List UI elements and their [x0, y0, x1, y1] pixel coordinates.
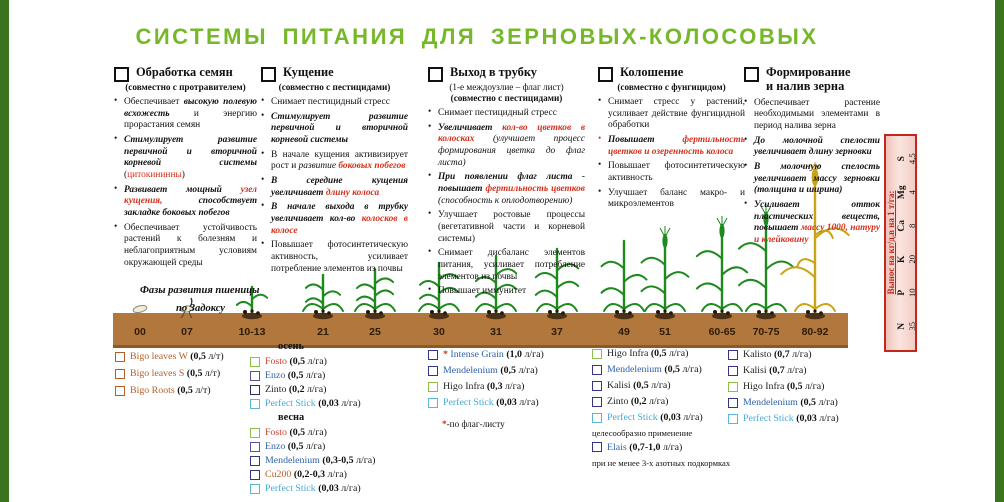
- product-item: [250, 370, 400, 381]
- product-checkbox[interactable]: [728, 350, 738, 360]
- bullet-marker: •: [744, 199, 748, 210]
- bullet-marker: •: [744, 134, 748, 145]
- removal-cell-Mg: [897, 176, 917, 210]
- element-value: 8: [907, 223, 917, 228]
- product-checkbox[interactable]: [115, 352, 125, 362]
- product-checkbox[interactable]: [728, 398, 738, 408]
- bullet-item: • Обеспечивает высокую полевую всхожесть и энергию прорастания семян: [114, 96, 257, 131]
- season-header: осень: [278, 341, 305, 352]
- product-name: Kalisto (0,7 л/га): [743, 349, 812, 360]
- column-title: Выход в трубку: [450, 65, 538, 79]
- column-subtitle: (совместно с протравителем): [125, 82, 246, 92]
- bullet-marker: •: [114, 96, 118, 107]
- column-heading: [598, 65, 748, 214]
- product-name: Zinto (0,2 л/га): [265, 384, 327, 395]
- product-name: Elais (0,7-1,0 л/га): [607, 441, 683, 453]
- stage-number-30: 30: [433, 326, 445, 338]
- bullet-item: • Обеспечивает растение необходимыми элементами в период налива зерна: [744, 96, 880, 132]
- bullet-marker: •: [428, 107, 432, 118]
- products-stem-elongation: [428, 349, 583, 429]
- nutrient-removal-table: [897, 136, 917, 349]
- product-item: [592, 442, 747, 453]
- bullet-item: • В молочную спелость увеличивает массу зерновки (толщина и ширина): [744, 161, 880, 196]
- column-seed-treatment: [114, 66, 257, 272]
- page-title: СИСТЕМЫ ПИТАНИЯ ДЛЯ ЗЕРНОВЫХ-КОЛОСОВЫХ: [135, 24, 819, 49]
- product-checkbox[interactable]: [250, 357, 260, 367]
- product-checkbox[interactable]: [250, 371, 260, 381]
- bullet-item: • Повышает фотосинтетическую активность: [598, 160, 745, 183]
- element-symbol: Ca: [897, 219, 907, 232]
- bullet-item: • Обеспечивает устойчивость растений к болезням и неблагоприятным условиям окружающей среды: [114, 221, 257, 268]
- stage-number-51: 51: [659, 326, 671, 338]
- product-checkbox[interactable]: [592, 349, 602, 359]
- removal-cell-N: [897, 310, 917, 344]
- product-checkbox[interactable]: [728, 382, 738, 392]
- element-value: 20: [907, 254, 917, 264]
- product-name: Bigo leaves S (0,5 л/т): [130, 368, 221, 379]
- nutrient-removal-title: Вынос на кг/д.в на 1 т/га:: [886, 190, 896, 295]
- bullet-item: • Увеличивает кол-во цветков в колосках (улучшает процесс формирования цветка до флаг листа): [428, 121, 586, 168]
- stage-number-60-65: 60-65: [708, 326, 736, 338]
- plant-stage-21: [303, 275, 343, 319]
- product-name: Mendelenium (0,3-0,5 л/га): [265, 455, 376, 466]
- product-checkbox[interactable]: [592, 442, 602, 452]
- column-header: [598, 66, 745, 82]
- product-item: [728, 397, 883, 408]
- bullet-item: • Снимает пестицидный стресс: [428, 107, 557, 119]
- bullet-item: • В середине кущения увеличивает длину колоса: [261, 174, 408, 198]
- product-name: Higo Infra (0,5 л/га): [743, 381, 825, 392]
- product-name: Bigo leaves W (0,5 л/т): [130, 351, 224, 362]
- bullet-item: • Снимает дисбаланс элементов питания, усиливает потребление элементов из почвы: [428, 247, 585, 282]
- product-name: Perfect Stick (0,03 л/га): [743, 413, 839, 424]
- bullet-marker: •: [744, 96, 748, 107]
- product-checkbox[interactable]: [250, 470, 260, 480]
- column-grain-filling: [744, 66, 880, 250]
- column-title: Обработка семян: [136, 65, 233, 79]
- element-value: 4,5: [907, 153, 917, 165]
- product-item: [115, 368, 257, 379]
- product-item: [728, 349, 883, 360]
- bullet-marker: •: [261, 201, 265, 212]
- bullet-marker: •: [598, 186, 602, 197]
- bullet-list: [114, 97, 257, 269]
- checkbox-icon[interactable]: [261, 67, 276, 82]
- products-tillering: [250, 340, 400, 497]
- bullet-marker: •: [598, 160, 602, 171]
- bullet-list: [261, 97, 408, 275]
- product-checkbox[interactable]: [728, 366, 738, 376]
- product-checkbox[interactable]: [250, 456, 260, 466]
- product-item: [592, 380, 747, 391]
- column-header: [114, 66, 257, 82]
- product-name: Enzo (0,5 л/га): [265, 370, 326, 381]
- product-name: Perfect Stick (0,03 л/га): [443, 397, 539, 408]
- products-seed-treatment: [115, 351, 257, 402]
- product-item: [250, 427, 400, 438]
- column-tillering: [261, 66, 408, 278]
- bullet-item: • Усиливает отток пластических веществ, повышает массу 1000, натуру и клейковину: [744, 199, 881, 245]
- product-item: [250, 384, 400, 395]
- bullet-item: • До молочной спелости увеличивает длину зерновки: [744, 134, 880, 158]
- zadoks-label-line2: по Задоксу: [176, 302, 225, 314]
- product-item: [250, 455, 400, 466]
- bullet-item: • Улучшает ростовые процессы (вегетативной части и корневой системы): [428, 209, 585, 244]
- column-subtitle: (1-е междоузлие – флаг лист): [449, 82, 564, 92]
- plant-stage-51: [642, 226, 689, 319]
- column-title: Кущение: [283, 65, 334, 79]
- bullet-item: • Стимулирует развитие первичной и вторичной корневой системы: [261, 110, 408, 145]
- left-edge-bar: [0, 0, 9, 502]
- right-edge-bar: [995, 0, 1004, 502]
- element-value: 10: [907, 288, 917, 298]
- product-name: Perfect Stick (0,03 л/га): [265, 398, 361, 409]
- plant-stage-60-65: [697, 216, 747, 319]
- column-header: [744, 66, 880, 94]
- bullet-list: [428, 108, 585, 298]
- product-name: Enzo (0,5 л/га): [265, 441, 326, 452]
- bullet-marker: •: [744, 161, 748, 172]
- product-name: Fosto (0,5 л/га): [265, 427, 327, 438]
- column-header: [261, 66, 408, 82]
- plant-stage-49: [601, 241, 646, 319]
- bullet-list: [598, 96, 748, 211]
- bullet-marker: •: [114, 134, 118, 144]
- product-checkbox[interactable]: [592, 381, 602, 391]
- bullet-marker: •: [428, 247, 432, 258]
- removal-cell-S: [897, 142, 917, 176]
- bullet-marker: •: [598, 134, 602, 144]
- product-item: [115, 385, 257, 396]
- product-checkbox[interactable]: [592, 413, 602, 423]
- product-checkbox[interactable]: [115, 369, 125, 379]
- product-name: Higo Infra (0,3 л/га): [443, 381, 525, 392]
- bullet-marker: •: [428, 285, 432, 296]
- product-name: Perfect Stick (0,03 л/га): [607, 412, 703, 423]
- bullet-list: [744, 98, 880, 247]
- bullet-item: • При появлении флаг листа - повышает фертильность цветков (способность к оплодотворению): [428, 171, 586, 206]
- product-checkbox[interactable]: [250, 385, 260, 395]
- checkbox-icon[interactable]: [114, 67, 129, 82]
- stage-number-07: 07: [181, 326, 193, 338]
- checkbox-icon[interactable]: [744, 67, 759, 82]
- column-subtitle: (совместно с пестицидами): [278, 82, 391, 92]
- product-checkbox[interactable]: [592, 365, 602, 375]
- zadoks-label-line1: Фазы развития пшеницы: [140, 285, 260, 296]
- product-checkbox[interactable]: [115, 386, 125, 396]
- product-item: [428, 397, 583, 408]
- removal-cell-P: [897, 276, 917, 310]
- column-subtitle: (совместно с пестицидами): [450, 93, 563, 104]
- product-note: целесообразно применение: [592, 428, 693, 438]
- product-note: при не менее 3-х азотных подкормках: [592, 457, 731, 468]
- element-symbol: P: [897, 289, 907, 296]
- bullet-item: • Стимулирует развитие первичной и вторичной корневой системы (цитокининны): [114, 134, 257, 180]
- bullet-marker: •: [261, 148, 265, 159]
- stage-number-49: 49: [618, 326, 630, 338]
- removal-cell-Ca: [897, 209, 917, 243]
- column-subtitle: (совместно с фунгицидом): [617, 82, 726, 92]
- product-item: [428, 349, 583, 360]
- bullet-item: • В начале выхода в трубку увеличивает кол-во колосков в колосе: [261, 201, 408, 236]
- product-name: * Intense Grain (1,0 л/га): [443, 349, 544, 360]
- stage-number-10-13: 10-13: [238, 326, 266, 338]
- product-item: [728, 365, 883, 376]
- bullet-item: • Снимает пестицидный стресс: [261, 96, 390, 108]
- stage-number-00: 00: [134, 326, 146, 338]
- product-item: [728, 381, 883, 392]
- product-checkbox[interactable]: [250, 428, 260, 438]
- product-checkbox[interactable]: [428, 382, 438, 392]
- checkbox-icon[interactable]: [598, 67, 613, 82]
- column-stem-elongation: [428, 66, 585, 301]
- product-item: [250, 356, 400, 367]
- column-header: [428, 66, 585, 82]
- bullet-marker: •: [428, 121, 432, 132]
- element-value: 4: [907, 190, 917, 195]
- element-symbol: Mg: [897, 185, 907, 200]
- bullet-item: • Повышает фотосинтетическую активность, усиливает потребление элементов из почвы: [261, 239, 408, 274]
- stage-number-31: 31: [490, 326, 502, 338]
- element-symbol: N: [897, 322, 907, 330]
- product-name: Mendelenium (0,5 л/га): [443, 365, 538, 376]
- bullet-item: • Развивает мощный узел кущения, способствует закладке боковых побегов: [114, 183, 257, 218]
- element-symbol: S: [897, 156, 907, 162]
- product-item: [592, 364, 747, 375]
- product-checkbox[interactable]: [250, 442, 260, 452]
- bullet-marker: •: [598, 96, 602, 107]
- product-checkbox[interactable]: [728, 414, 738, 424]
- product-checkbox[interactable]: [428, 366, 438, 376]
- stage-number-70-75: 70-75: [752, 326, 780, 338]
- bullet-item: • Повышает фертильность цветков и озеренность колоса: [598, 134, 745, 157]
- product-checkbox[interactable]: [592, 397, 602, 407]
- product-name: Mendelenium (0,5 л/га): [743, 397, 838, 408]
- bullet-marker: •: [428, 209, 432, 220]
- product-name: Higo Infra (0,5 л/га): [607, 348, 689, 359]
- bullet-marker: •: [261, 239, 265, 250]
- product-checkbox[interactable]: [250, 484, 260, 494]
- products-heading: [592, 348, 747, 471]
- bullet-marker: •: [114, 183, 118, 194]
- product-name: Fosto (0,5 л/га): [265, 356, 327, 367]
- product-checkbox[interactable]: [428, 398, 438, 408]
- checkbox-icon[interactable]: [428, 67, 443, 82]
- bullet-item: • Улучшает баланс макро- и микроэлементов: [598, 186, 745, 210]
- bullet-marker: •: [261, 174, 265, 185]
- footnote: *-по флаг-листу: [442, 419, 505, 429]
- column-title: Формирование и налив зерна: [766, 65, 851, 93]
- product-name: Zinto (0,2 л/га): [607, 396, 669, 407]
- bullet-item: • Повышает иммунитет: [428, 285, 527, 297]
- element-value: 35: [907, 321, 917, 331]
- removal-cell-K: [897, 243, 917, 277]
- product-item: [250, 483, 400, 494]
- product-name: Kalisi (0,5 л/га): [607, 380, 671, 391]
- element-symbol: K: [897, 255, 907, 263]
- product-item: [250, 398, 400, 409]
- product-item: [428, 365, 583, 376]
- column-title: Колошение: [620, 65, 684, 79]
- product-name: Cu200 (0,2-0,3 л/га): [265, 469, 347, 480]
- product-name: Mendelenium (0,5 л/га): [607, 364, 702, 375]
- product-item: [592, 412, 747, 423]
- stage-number-37: 37: [551, 326, 563, 338]
- bullet-marker: •: [114, 221, 118, 232]
- nutrient-removal-rotated: [886, 136, 917, 349]
- bullet-marker: •: [261, 110, 265, 121]
- product-name: Bigo Roots (0,5 л/т): [130, 385, 211, 396]
- bullet-item: • В начале кущения активизирует рост и развитие боковых побегов: [261, 148, 408, 172]
- stage-number-25: 25: [369, 326, 381, 338]
- product-item: [250, 469, 400, 480]
- product-item: [592, 396, 747, 407]
- bullet-item: • Снимает стресс у растений, усиливает действие фунгицидной обработки: [598, 96, 745, 131]
- product-item: [115, 351, 257, 362]
- product-name: Perfect Stick (0,03 л/га): [265, 483, 361, 494]
- bullet-marker: •: [261, 96, 265, 107]
- product-item: [428, 381, 583, 392]
- nutrient-removal-box: [884, 134, 917, 352]
- product-item: [728, 413, 883, 424]
- stage-number-21: 21: [317, 326, 329, 338]
- bullet-marker: •: [428, 171, 432, 182]
- product-item: [250, 441, 400, 452]
- product-name: Kalisi (0,7 л/га): [743, 365, 807, 376]
- season-header: весна: [278, 412, 305, 423]
- stage-number-80-92: 80-92: [801, 326, 829, 338]
- products-grain-filling: [728, 349, 883, 429]
- zadoks-label: [140, 282, 259, 318]
- product-checkbox[interactable]: [250, 399, 260, 409]
- product-checkbox[interactable]: [428, 350, 438, 360]
- product-item: [592, 348, 747, 359]
